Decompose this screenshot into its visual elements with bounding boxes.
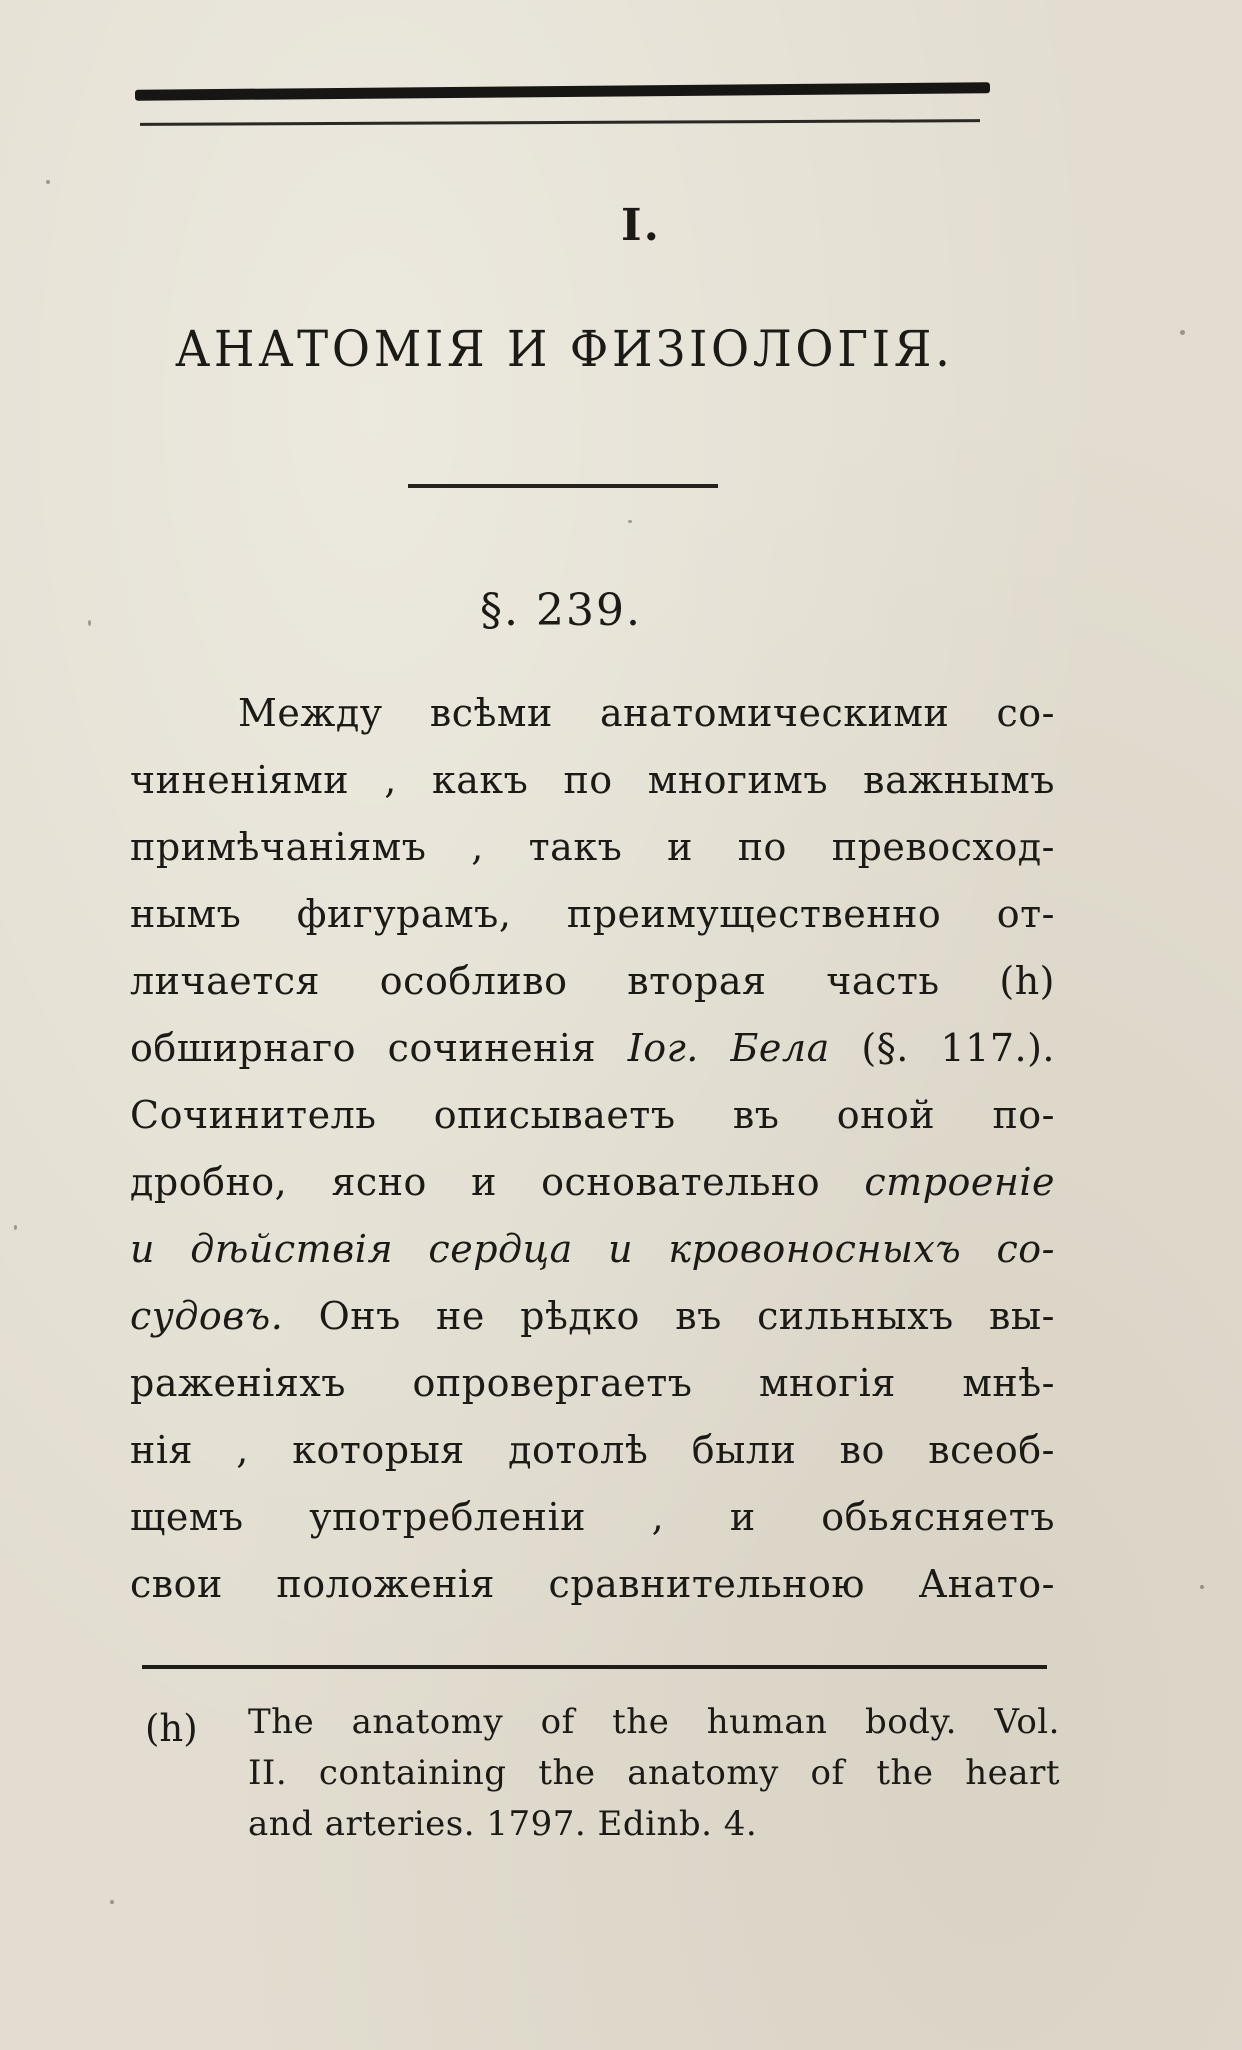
chapter-title: АНАТОМІЯ И ФИЗІОЛОГІЯ.: [175, 320, 954, 378]
text-run: Между всѣми анатомическими со-: [238, 691, 1055, 735]
body-line: [130, 1293, 1055, 1343]
footnote-line: II. containing the anatomy of the heart: [248, 1753, 1060, 1793]
text-run: нымъ фигурамъ, преимущественно от-: [130, 892, 1055, 936]
footnote-rule: [142, 1665, 1047, 1669]
section-number: §. 239.: [480, 585, 642, 636]
body-line: [130, 1226, 1055, 1276]
italic-text: Іог. Бела: [627, 1026, 830, 1070]
italic-text: судовъ.: [130, 1294, 284, 1338]
body-line: [130, 1427, 1055, 1477]
body-line: [130, 1561, 1055, 1611]
text-run: щемъ употребленіи , и обьясняетъ: [130, 1495, 1055, 1539]
body-line: [130, 1092, 1055, 1142]
text-run: нія , которыя дотолѣ были во всеоб-: [130, 1428, 1055, 1472]
footnote-mark: (h): [145, 1707, 198, 1750]
italic-text: и дѣйствія сердца и кровоносныхъ со-: [130, 1227, 1055, 1271]
text-run: Онъ не рѣдко въ сильныхъ вы-: [283, 1294, 1055, 1338]
paper-speck: [14, 1225, 17, 1230]
body-line: [130, 757, 1055, 807]
italic-text: строеніе: [864, 1160, 1055, 1204]
top-thick-rule: [135, 82, 990, 100]
body-line: [238, 690, 1055, 740]
text-run: (§. 117.).: [829, 1026, 1056, 1070]
paper-speck: [88, 620, 91, 626]
text-run: обширнаго сочиненія: [130, 1026, 628, 1070]
paper-speck: [110, 1900, 114, 1904]
footnote-line: The anatomy of the human body. Vol.: [248, 1702, 1060, 1742]
text-run: раженіяхъ опровергаетъ многія мнѣ-: [130, 1361, 1055, 1405]
text-run: примѣчаніямъ , такъ и по превосход-: [130, 825, 1055, 869]
body-line: [130, 1494, 1055, 1544]
body-line: [130, 824, 1055, 874]
paper-speck: [1200, 1585, 1204, 1589]
body-line: [130, 1025, 1055, 1075]
body-line: [130, 1360, 1055, 1410]
text-run: дробно, ясно и основательно: [130, 1160, 865, 1204]
body-line: [130, 1159, 1055, 1209]
top-thin-rule: [140, 119, 980, 126]
paper-speck: [46, 180, 50, 184]
paper-speck: [628, 520, 632, 523]
body-line: [130, 891, 1055, 941]
chapter-number: I.: [621, 200, 661, 251]
paper-speck: [1180, 330, 1185, 335]
text-run: чиненіями , какъ по многимъ важнымъ: [130, 758, 1055, 802]
footnote-line: and arteries. 1797. Edinb. 4.: [248, 1804, 758, 1844]
section-divider: [408, 484, 718, 488]
text-run: Сочинитель описываетъ въ оной по-: [130, 1093, 1055, 1137]
text-run: свои положенія сравнительною Анато-: [130, 1562, 1055, 1606]
body-line: [130, 958, 1055, 1008]
text-run: личается особливо вторая часть (h): [130, 959, 1055, 1003]
